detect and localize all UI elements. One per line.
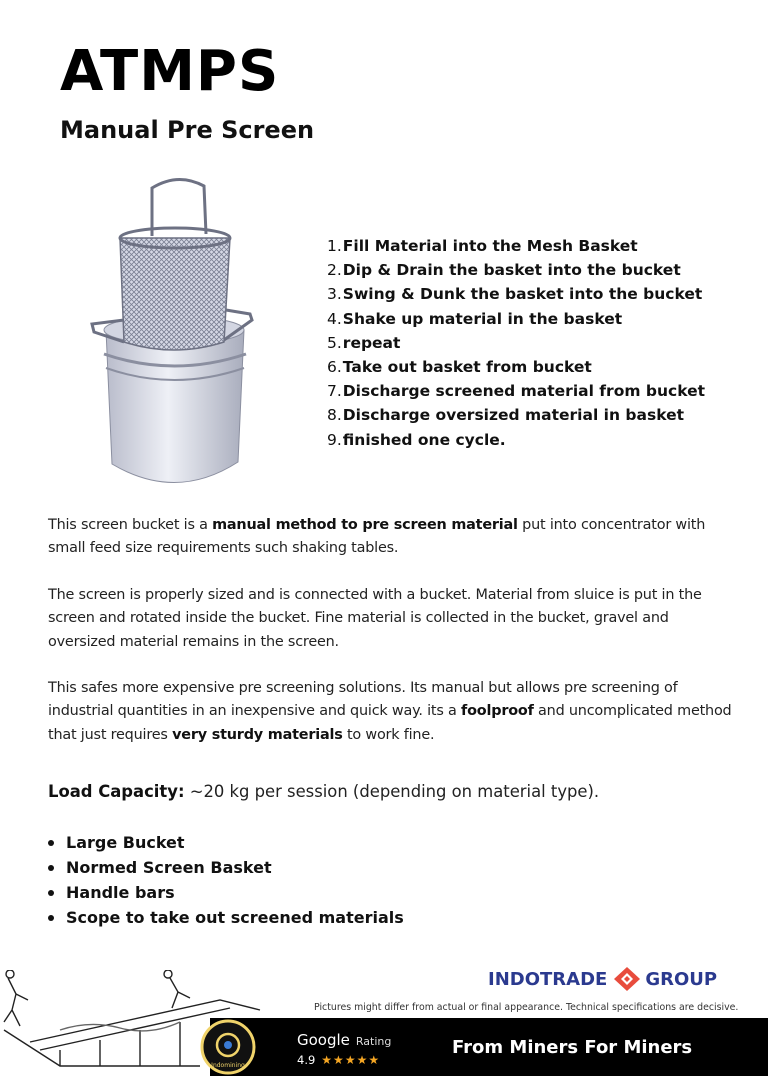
description-paragraph-1: This screen bucket is a manual method to pre screen material put into concentrator with small feed size requirements such shaking tables. (48, 517, 706, 557)
bullet-icon (48, 890, 54, 896)
feature-item: Normed Screen Basket (48, 855, 404, 880)
step-item: 2.Dip & Drain the basket into the bucket (327, 261, 681, 280)
page-subtitle: Manual Pre Screen (60, 116, 315, 144)
feature-item: Large Bucket (48, 830, 404, 855)
google-label: Google (297, 1031, 350, 1049)
feature-item: Handle bars (48, 880, 404, 905)
google-rating (297, 1030, 391, 1067)
step-item: 1.Fill Material into the Mesh Basket (327, 237, 638, 255)
star-rating-icon: ★★★★★ (321, 1053, 381, 1067)
description-paragraph-2: The screen is properly sized and is connected with a bucket. Material from sluice is put in the screen and rotated inside the bucket. Fine material is collected in the bucket, gravel and oversized material remains in the screen. (48, 587, 702, 650)
procedure-steps (327, 234, 705, 452)
load-capacity: Load Capacity: ~20 kg per session (depending on material type). (48, 782, 600, 801)
step-item: 8.Discharge oversized material in basket (327, 406, 685, 425)
slogan: From Miners For Miners (452, 1037, 693, 1058)
rating-label: Rating (355, 1035, 392, 1048)
badge-text: Indomining (211, 1062, 245, 1069)
feature-item: Scope to take out screened materials (48, 905, 404, 930)
step-item: 9.finished one cycle. (327, 430, 506, 449)
indotrade-group-logo: INDOTRADE GROUP (488, 966, 717, 992)
step-item: 5.repeat (327, 333, 401, 352)
indomining-badge (196, 1018, 260, 1076)
rating-value: 4.9 (297, 1053, 316, 1067)
disclaimer-text: Pictures might differ from actual or final appearance. Technical specifications are decisive. (314, 1002, 739, 1013)
step-item: 7.Discharge screened material from bucket (327, 382, 706, 401)
step-item: 3.Swing & Dunk the basket into the bucket (327, 285, 703, 304)
bullet-icon (48, 840, 54, 846)
page-title: ATMPS (60, 39, 280, 104)
step-item: 6.Take out basket from bucket (327, 357, 592, 376)
feature-list (48, 830, 404, 930)
description-paragraph-3: This safes more expensive pre screening solutions. Its manual but allows pre screening of industrial quantities in an inexpensive and quick way. its a foolproof and uncomplicated method that just requires very sturdy materials to work fine. (48, 680, 732, 743)
bullet-icon (48, 915, 54, 921)
bucket-with-mesh-basket-image (84, 172, 264, 492)
indotrade-diamond-icon (613, 966, 641, 992)
bullet-icon (48, 865, 54, 871)
step-item: 4.Shake up material in the basket (327, 309, 623, 328)
badge-emblem-icon (196, 1018, 260, 1076)
